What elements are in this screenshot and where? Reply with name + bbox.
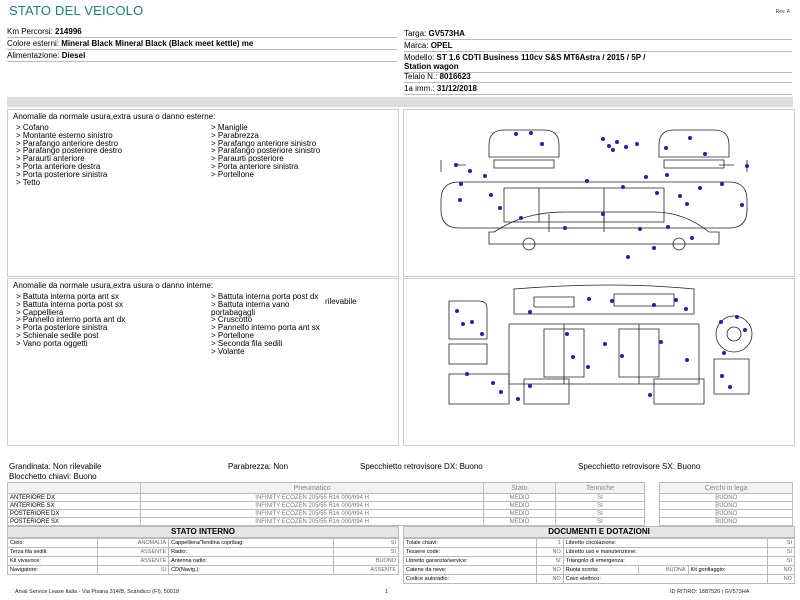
list-item: > Porta posteriore sinistra: [16, 323, 108, 333]
list-item: > Cofano: [16, 123, 49, 132]
tyre-tech: SI: [555, 494, 645, 502]
list-item: > Schienale sedile post: [16, 330, 99, 340]
list-item: > Montante esterno sinistro: [16, 130, 113, 140]
divider-bar: [7, 97, 793, 107]
key-lock-status: Blocchetto chiavi: Buono: [9, 472, 97, 481]
table-row: Totale chiavi: 1 Libretto circolazione: SI: [404, 539, 795, 548]
km-row: Km Percorsi: 214996: [7, 26, 397, 38]
color-row: Colore esterni: Mineral Black Mineral Black (Black meet kettle) me: [7, 38, 397, 50]
table-row: Cielo: ANOMALIA Cappelliera/Tendina copribag: SI: [8, 539, 399, 548]
list-item: > Paraurti anteriore: [16, 154, 85, 164]
interior-list-1: [16, 293, 125, 348]
model-row-2: Station wagon: [404, 61, 792, 73]
table-row: Libretto garanzia/service: SI Triangolo di emergenza: SI: [404, 557, 795, 566]
interior-list-2: [211, 292, 357, 356]
list-item: > Parafango posteriore destro: [16, 146, 123, 156]
table-row: Tessere code: NO Libretto uso e manutenzione: SI: [404, 548, 795, 557]
exterior-diagram-panel: [403, 109, 795, 277]
list-item: > Battuta interna porta post dx: [211, 292, 319, 301]
table-row: [8, 494, 793, 502]
tyre-model: INFINITY ECOZEN 205/55 R16 000/094 H: [141, 510, 484, 518]
car-interior-diagram: [404, 279, 794, 445]
list-item: portabagagli: [211, 307, 256, 317]
hail-status: Grandinata: Non rilevabile: [9, 462, 102, 471]
col-header: Tenniche: [555, 483, 645, 494]
tyres-table: [7, 482, 793, 526]
table-row: Codice autoradio: NO Cavo elettrico: NO: [404, 575, 795, 584]
exterior-list-2: [211, 124, 320, 179]
tyre-tech: SI: [555, 518, 645, 526]
plate-row: Targa: GV573HA: [404, 28, 792, 40]
list-item: > Seconda fila sedili: [211, 338, 283, 348]
documenti-table: [403, 538, 795, 584]
tyre-position: POSTERIORE DX: [8, 510, 141, 518]
table-row: Kit vivavoce: ASSENTE Antenna radio: BUONO: [8, 557, 399, 566]
list-item: > Volante: [211, 346, 245, 356]
col-header: Stato: [484, 483, 555, 494]
footer-company: Arval Service Lease Italia - Via Pisana 314/B, Scandicci (FI), 50018: [15, 589, 180, 595]
interior-damage-panel: [7, 278, 399, 446]
list-item: > Battuta interna porta post sx: [16, 299, 123, 309]
table-row: Terza fila sedili: ASSENTE Radio: SI: [8, 548, 399, 557]
list-item: > Maniglie: [211, 123, 248, 132]
footer-id: ID RITIRO: 1887520 | GV573HA: [670, 589, 750, 595]
documenti-heading: DOCUMENTI E DOTAZIONI: [403, 526, 795, 538]
list-item: > Porta anteriore destra: [16, 161, 101, 171]
table-header-row: [8, 483, 793, 494]
damage-markers: [454, 131, 749, 259]
list-item: > Paraurti posteriore: [211, 154, 284, 164]
list-item: > Battuta interna porta ant sx: [16, 292, 119, 301]
tyre-model: INFINITY ECOZEN 205/55 R16 000/094 H: [141, 518, 484, 526]
list-item-text: > Battuta interna vano: [211, 299, 290, 309]
list-item: > Pannello interno porta ant sx: [211, 323, 320, 333]
list-item: > Parafango posteriore sinistro: [211, 146, 321, 156]
tyre-state: MEDIO: [484, 510, 555, 518]
exterior-heading: Anomalie da normale usura,extra usura o danno esterne:: [13, 112, 216, 121]
page-title: STATO DEL VEICOLO: [9, 3, 144, 18]
interior-diagram-panel: [403, 278, 795, 446]
list-item: > Parafango anteriore destro: [16, 138, 119, 148]
tyre-rim: BUONO: [660, 502, 793, 510]
table-row: [8, 518, 793, 526]
list-item: > Parafango anteriore sinistro: [211, 138, 317, 148]
stato-interno-table: [7, 538, 399, 575]
exterior-list-1: [16, 124, 122, 186]
tyre-state: MEDIO: [484, 494, 555, 502]
table-row: [8, 510, 793, 518]
tyre-rim: BUONO: [660, 518, 793, 526]
registration-row: 1a imm.: 31/12/2018: [404, 83, 792, 95]
fuel-row: Alimentazione: Diesel: [7, 50, 397, 62]
tyre-position: POSTERIORE SX: [8, 518, 141, 526]
list-item: > Porta anteriore sinistra: [211, 161, 299, 171]
list-item: > Parabrezza: [211, 130, 259, 140]
tyre-rim: BUONO: [660, 494, 793, 502]
list-item: > Tetto: [16, 177, 41, 187]
windshield-status: Parabrezza: Non: [228, 462, 289, 471]
tyre-model: INFINITY ECOZEN 205/55 R16 000/094 H: [141, 494, 484, 502]
exterior-damage-panel: [7, 109, 399, 277]
overlap-text: rilevabile: [325, 296, 357, 306]
mirror-dx-status: Specchietto retrovisore DX: Buono: [360, 462, 483, 471]
col-header: Cerchi in lega: [660, 483, 793, 494]
list-item: > Cruscotto: [211, 315, 253, 325]
revision-label: Rev. A: [775, 9, 790, 15]
model-row: Modello: ST 1.6 CDTI Business 110cv S&S MT6Astra / 2015 / 5P /: [404, 53, 646, 62]
table-row: Navigatore: SI CD(Navig.): ASSENTE: [8, 566, 399, 575]
interior-heading: Anomalie da normale usura,extra usura o danno interne:: [13, 281, 214, 290]
list-item: > Porta posteriore sinistra: [16, 169, 108, 179]
tyre-tech: SI: [555, 510, 645, 518]
list-item: > Portellone: [211, 330, 254, 340]
tyre-position: ANTERIORE DX: [8, 494, 141, 502]
tyre-state: MEDIO: [484, 502, 555, 510]
tyre-model: INFINITY ECOZEN 205/55 R16 000/094 H: [141, 502, 484, 510]
tyre-tech: SI: [555, 502, 645, 510]
tyre-position: ANTERIORE SX: [8, 502, 141, 510]
car-exterior-diagram: [404, 110, 794, 276]
list-item: > Portellone: [211, 169, 254, 179]
list-item: > Cappelliera: [16, 307, 64, 317]
brand-row: Marca: OPEL: [404, 40, 792, 52]
footer-page-number: 1: [385, 589, 389, 595]
interior-damage-markers: [455, 297, 747, 401]
list-item: > Vano porta oggetti: [16, 338, 88, 348]
table-row: Catene da neve: NO Ruota scorta: BUONA Kit gonfiaggio: NO: [404, 566, 795, 575]
tyre-rim: BUONO: [660, 510, 793, 518]
mirror-sx-status: Specchietto retrovisore SX: Buono: [578, 462, 701, 471]
frame-row: Telaio N.: 8016623: [404, 71, 792, 83]
tyre-state: MEDIO: [484, 518, 555, 526]
list-item: > Pannello interno porta ant dx: [16, 315, 126, 325]
col-header: Pneumatico: [141, 483, 484, 494]
table-row: [8, 502, 793, 510]
stato-interno-heading: STATO INTERNO: [7, 526, 399, 538]
